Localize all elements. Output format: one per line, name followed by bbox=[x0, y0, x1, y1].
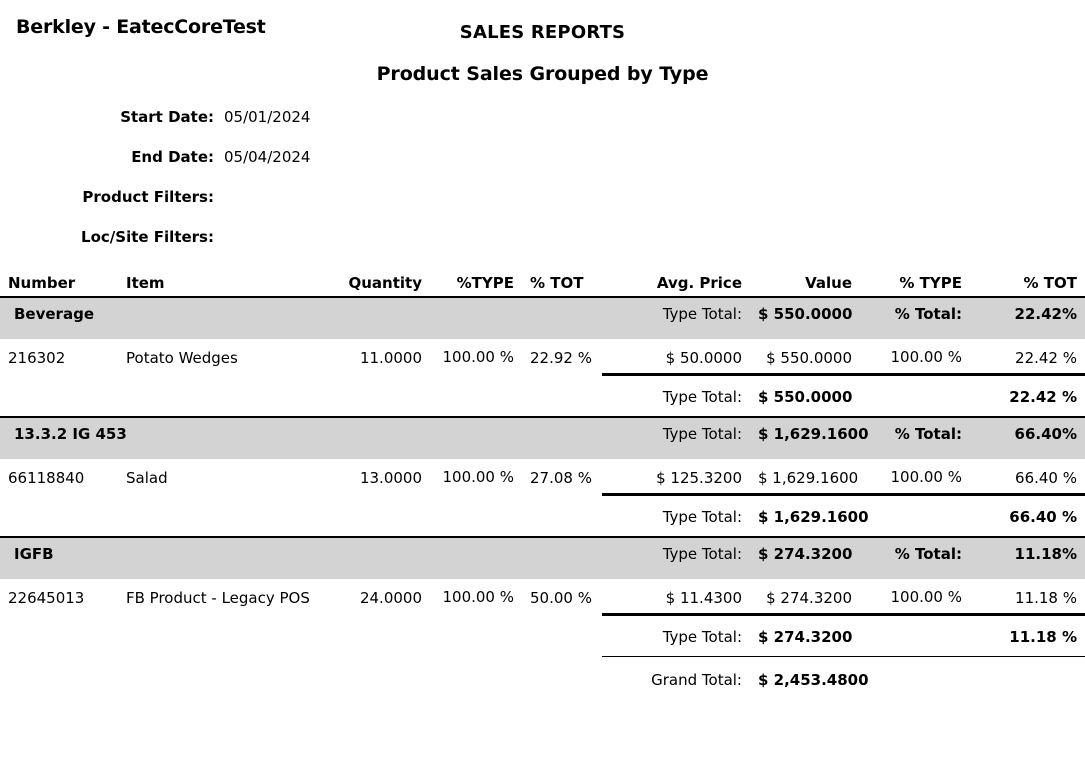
cell-pct-tot-2: 66.40 % bbox=[970, 459, 1085, 495]
cell-avg-price: $ 50.0000 bbox=[602, 339, 750, 375]
cell-avg-price: $ 11.4300 bbox=[602, 579, 750, 615]
group-total-row bbox=[0, 375, 1085, 417]
group-total-blank bbox=[860, 375, 970, 417]
cell-item: FB Product - Legacy POS bbox=[126, 589, 310, 607]
group-total-label: Type Total: bbox=[662, 508, 742, 526]
column-header-item: Item bbox=[118, 268, 340, 297]
cell-quantity: 24.0000 bbox=[359, 589, 422, 607]
group-header-row bbox=[0, 417, 1085, 459]
parameter-row-loc-site-filters bbox=[0, 228, 1085, 268]
product-filters-label: Product Filters: bbox=[82, 188, 214, 206]
group-pct-total-label: % Total: bbox=[860, 417, 970, 459]
start-date-label: Start Date: bbox=[120, 108, 214, 126]
loc-site-filters-label: Loc/Site Filters: bbox=[81, 228, 214, 246]
cell-pct-type-2-text: 100.00 % bbox=[890, 348, 962, 366]
cell-pct-type-1-text: 100.00 % bbox=[442, 468, 514, 486]
group-pct-total-value: 11.18% bbox=[970, 537, 1085, 579]
column-header-row bbox=[0, 268, 1085, 297]
grand-total-label: Grand Total: bbox=[651, 671, 742, 689]
sales-report-table bbox=[0, 268, 1085, 695]
group-total-pct: 11.18 % bbox=[1009, 628, 1077, 646]
table-row bbox=[0, 459, 1085, 495]
end-date-label: End Date: bbox=[131, 148, 214, 166]
group-total-spacer bbox=[0, 375, 522, 417]
cell-pct-tot-2: 11.18 % bbox=[970, 579, 1085, 615]
grand-total-blank-2 bbox=[970, 657, 1085, 696]
end-date-value: 05/04/2024 bbox=[224, 148, 311, 166]
cell-pct-type-1 bbox=[430, 579, 522, 615]
cell-pct-type-1-text: 100.00 % bbox=[442, 348, 514, 366]
cell-item: Potato Wedges bbox=[126, 349, 238, 367]
grand-total-blank-1 bbox=[860, 657, 970, 696]
group-type-total-label: Type Total: bbox=[522, 417, 750, 459]
column-header-pct-type-1: %TYPE bbox=[430, 268, 522, 297]
group-type-total-label: Type Total: bbox=[522, 297, 750, 339]
group-total-label: Type Total: bbox=[662, 628, 742, 646]
cell-number: 22645013 bbox=[8, 589, 85, 607]
group-pct-total-value: 66.40% bbox=[970, 417, 1085, 459]
column-header-avg-price: Avg. Price bbox=[602, 268, 750, 297]
cell-pct-type-1 bbox=[430, 459, 522, 495]
grand-total-spacer bbox=[0, 657, 522, 696]
column-header-pct-type-2: % TYPE bbox=[860, 268, 970, 297]
group-type-total-label: Type Total: bbox=[522, 537, 750, 579]
cell-item: Salad bbox=[126, 469, 168, 487]
cell-avg-price: $ 125.3200 bbox=[602, 459, 750, 495]
parameter-row-end-date bbox=[0, 148, 1085, 188]
cell-pct-type-2 bbox=[860, 339, 970, 375]
group-type-total-value: $ 274.3200 bbox=[750, 537, 860, 579]
group-total-blank bbox=[860, 615, 970, 657]
cell-pct-type-2 bbox=[860, 459, 970, 495]
group-total-label: Type Total: bbox=[662, 388, 742, 406]
cell-quantity: 13.0000 bbox=[359, 469, 422, 487]
group-name: 13.3.2 IG 453 bbox=[0, 417, 522, 459]
group-total-value: $ 1,629.1600 bbox=[758, 508, 869, 526]
group-total-row bbox=[0, 615, 1085, 657]
group-total-spacer bbox=[0, 615, 522, 657]
table-body bbox=[0, 297, 1085, 695]
group-name: IGFB bbox=[0, 537, 522, 579]
grand-total-value: $ 2,453.4800 bbox=[758, 671, 869, 689]
group-type-total-value: $ 1,629.1600 bbox=[750, 417, 860, 459]
column-header-quantity: Quantity bbox=[340, 268, 430, 297]
cell-pct-type-1-text: 100.00 % bbox=[442, 588, 514, 606]
report-header bbox=[0, 0, 1085, 100]
cell-pct-type-2-text: 100.00 % bbox=[890, 588, 962, 606]
group-total-blank bbox=[860, 495, 970, 537]
group-type-total-value: $ 550.0000 bbox=[750, 297, 860, 339]
cell-number: 66118840 bbox=[8, 469, 85, 487]
group-pct-total-label: % Total: bbox=[860, 537, 970, 579]
grand-total-row bbox=[0, 657, 1085, 696]
column-header-pct-tot-1: % TOT bbox=[522, 268, 602, 297]
start-date-value: 05/01/2024 bbox=[224, 108, 311, 126]
table-row bbox=[0, 339, 1085, 375]
column-header-pct-tot-2: % TOT bbox=[970, 268, 1085, 297]
organization-title: Berkley - EatecCoreTest bbox=[16, 16, 266, 38]
cell-quantity: 11.0000 bbox=[359, 349, 422, 367]
cell-value: $ 274.3200 bbox=[750, 579, 860, 615]
group-total-value: $ 274.3200 bbox=[758, 628, 853, 646]
column-header-number: Number bbox=[0, 268, 118, 297]
group-pct-total-label: % Total: bbox=[860, 297, 970, 339]
group-header-row bbox=[0, 297, 1085, 339]
group-pct-total-value: 22.42% bbox=[970, 297, 1085, 339]
group-total-spacer bbox=[0, 495, 522, 537]
report-parameters bbox=[0, 108, 1085, 268]
cell-value: $ 550.0000 bbox=[750, 339, 860, 375]
group-total-row bbox=[0, 495, 1085, 537]
parameter-row-product-filters bbox=[0, 188, 1085, 228]
cell-value: $ 1,629.1600 bbox=[750, 459, 860, 495]
parameter-row-start-date bbox=[0, 108, 1085, 148]
cell-pct-type-2-text: 100.00 % bbox=[890, 468, 962, 486]
cell-number: 216302 bbox=[8, 349, 66, 367]
cell-pct-tot-1: 50.00 % bbox=[530, 589, 592, 607]
group-header-row bbox=[0, 537, 1085, 579]
column-header-value: Value bbox=[750, 268, 860, 297]
group-name: Beverage bbox=[0, 297, 522, 339]
group-total-value: $ 550.0000 bbox=[758, 388, 853, 406]
table-header bbox=[0, 268, 1085, 297]
cell-pct-type-2 bbox=[860, 579, 970, 615]
cell-pct-tot-2: 22.42 % bbox=[970, 339, 1085, 375]
cell-pct-tot-1: 22.92 % bbox=[530, 349, 592, 367]
page-title: SALES REPORTS bbox=[459, 22, 626, 43]
table-row bbox=[0, 579, 1085, 615]
page-subtitle: Product Sales Grouped by Type bbox=[376, 63, 709, 85]
group-total-pct: 22.42 % bbox=[1009, 388, 1077, 406]
cell-pct-type-1 bbox=[430, 339, 522, 375]
cell-pct-tot-1: 27.08 % bbox=[530, 469, 592, 487]
group-total-pct: 66.40 % bbox=[1009, 508, 1077, 526]
